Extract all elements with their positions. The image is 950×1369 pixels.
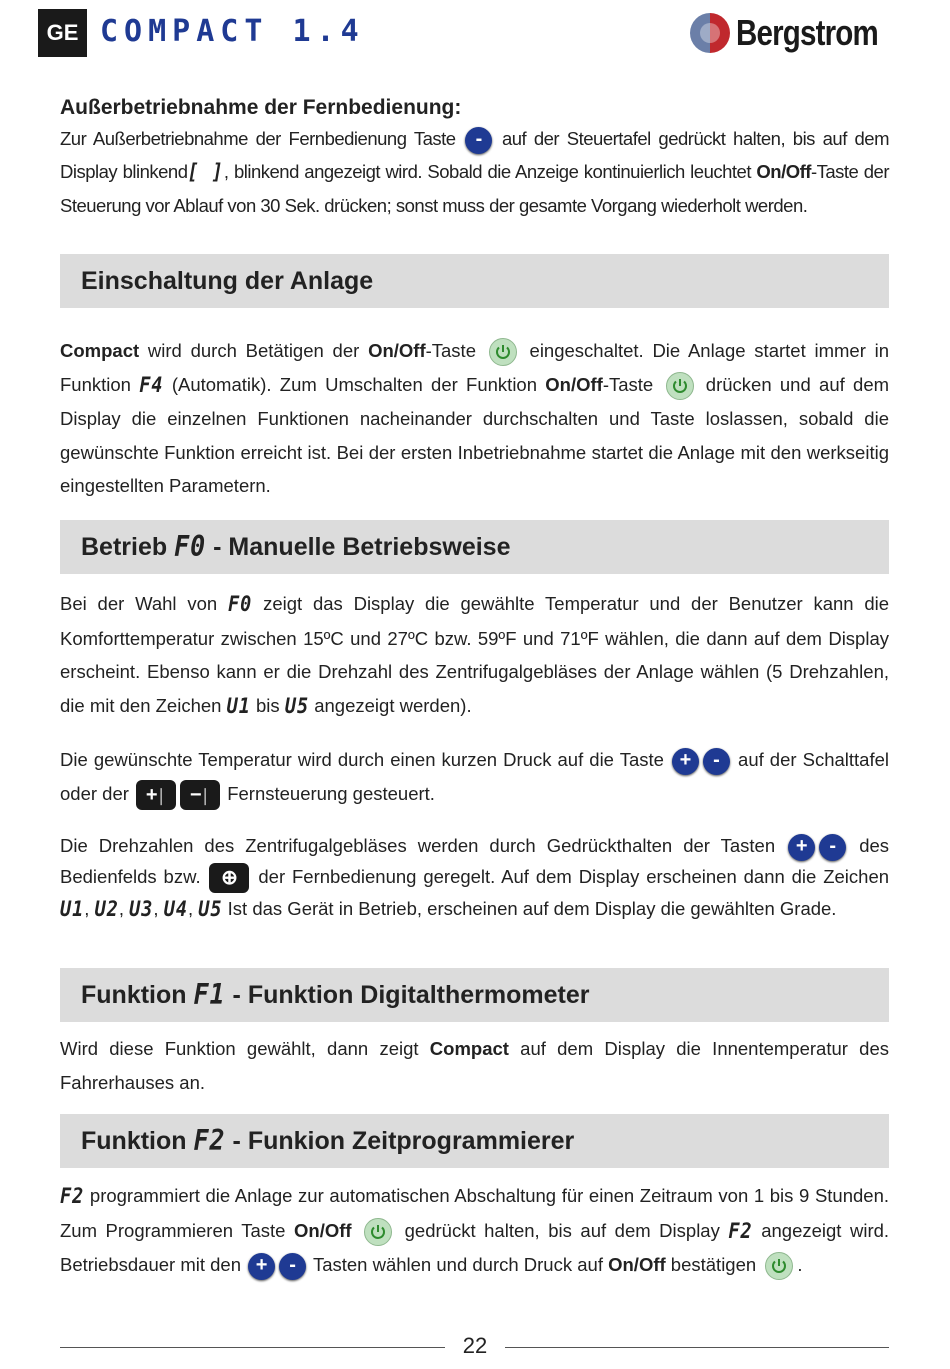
remote-minus-thermometer-icon: −│	[180, 780, 220, 810]
document-title: COMPACT 1.4	[100, 14, 365, 49]
section-timer-body	[60, 1179, 889, 1282]
paragraph: Die gewünschte Temperatur wird durch einen kurzen Druck auf die Taste + - auf der Schalttafel oder der +│ −│ Fernsteuerung gesteuert.	[60, 743, 889, 810]
display-segment-f0: F0	[227, 592, 253, 617]
display-segment-u1: U1	[60, 897, 85, 922]
display-segment-cc: [ ]	[187, 160, 224, 185]
section-title: Funktion F2 - Funkion Zeitprogrammierer	[81, 1114, 574, 1168]
display-segment-f2: F2	[193, 1123, 226, 1158]
display-segment-u1: U1	[226, 693, 251, 719]
section-bar-timer	[60, 1114, 889, 1168]
plus-button-icon: +	[788, 834, 815, 861]
display-segment-u4: U4	[163, 897, 188, 922]
minus-button-icon: -	[279, 1253, 306, 1280]
power-icon	[765, 1252, 793, 1280]
plus-button-icon: +	[672, 748, 699, 775]
section-bar-thermometer	[60, 968, 889, 1022]
page-number: 22	[462, 1333, 488, 1358]
paragraph: Die Drehzahlen des Zentrifugalgebläses werden durch Gedrückthalten der Tasten + - des Bedienfelds bzw. ⊕ der Fernbedienung geregelt. Auf dem Display erscheinen dann die Zeichen U1, U2, U3, U4, U5 Ist das Gerät in Betrieb, erscheinen auf dem Display die gewählten Grade.	[60, 830, 889, 925]
section-title: Betrieb F0 - Manuelle Betriebsweise	[81, 520, 510, 574]
plus-button-icon: +	[248, 1253, 275, 1280]
power-icon	[489, 338, 517, 366]
brand-logo	[690, 8, 909, 58]
logo-icon	[690, 13, 730, 53]
section-heading: Außerbetriebnahme der Fernbedienung:	[60, 96, 462, 119]
paragraph: Wird diese Funktion gewählt, dann zeigt Compact auf dem Display die Innentemperatur des Fahrerhauses an.	[60, 1038, 889, 1093]
minus-button-icon: -	[819, 834, 846, 861]
section-switch-on-body	[60, 334, 889, 503]
section-title: Einschaltung der Anlage	[81, 267, 374, 295]
display-segment-u2: U2	[94, 897, 119, 922]
section-bar-switch-on	[60, 254, 889, 308]
section-bar-manual-mode	[60, 520, 889, 574]
display-segment-f2: F2	[728, 1218, 753, 1244]
power-icon	[364, 1218, 392, 1246]
display-segment-u5: U5	[198, 897, 223, 922]
paragraph: Compact wird durch Betätigen der On/Off-Taste eingeschaltet. Die Anlage startet immer in Funktion F4 (Automatik). Zum Umschalten der Funktion On/Off-Taste drücken und auf dem Display die einzelnen Funktionen nacheinander durchschalten und Taste loslassen, sobald die gewünschte Funktion erreicht ist. Bei der ersten Inbetriebnahme startet die Anlage mit den werkseitig eingestellten Parametern.	[60, 340, 890, 496]
minus-button-icon: -	[465, 127, 492, 154]
power-icon	[666, 372, 694, 400]
display-segment-f2: F2	[60, 1184, 85, 1209]
display-segment-f0: F0	[174, 529, 207, 564]
remote-plus-thermometer-icon: +│	[136, 780, 176, 810]
minus-button-icon: -	[703, 748, 730, 775]
display-segment-f4: F4	[139, 372, 164, 398]
section-remote-deactivation	[60, 96, 889, 222]
section-thermometer-body	[60, 1032, 889, 1099]
display-segment-u3: U3	[129, 897, 154, 922]
display-segment-f1: F1	[193, 977, 226, 1012]
brand-name: Bergstrom	[736, 12, 878, 53]
paragraph: Bei der Wahl von F0 zeigt das Display die gewählte Temperatur und der Benutzer kann die Komforttemperatur zwischen 15ºC und 27ºC bzw. 59ºF und 71ºF wählen, die dann auf dem Display erscheint. Ebenso kann er die Drehzahl des Zentrifugalgebläses der Anlage wählen (5 Drehzahlen, die mit den Zeichen U1 bis U5 angezeigt werden).	[60, 587, 889, 723]
remote-fan-icon: ⊕	[209, 863, 249, 893]
paragraph: Zur Außerbetriebnahme der Fernbedienung Taste - auf der Steuertafel gedrückt halten, bis auf dem Display blinkend[ ], blinkend angezeigt wird. Sobald die Anzeige kontinuierlich leuchtet On/Off-Taste der Steuerung vor Ablauf von 30 Sek. drücken; sonst muss der gesamte Vorgang wiederholt werden.	[60, 127, 890, 216]
section-title: Funktion F1 - Funktion Digitalthermometer	[81, 968, 590, 1022]
paragraph: F2 programmiert die Anlage zur automatischen Abschaltung für einen Zeitraum von 1 bis 9 Stunden. Zum Programmieren Taste On/Off gedrückt halten, bis auf dem Display F2 angezeigt wird. Betriebsdauer mit den + - Tasten wählen und durch Druck auf On/Off bestätigen .	[60, 1179, 889, 1282]
display-segment-u5: U5	[284, 693, 310, 719]
section-manual-mode-body	[60, 587, 889, 925]
language-badge: GE	[38, 9, 87, 57]
